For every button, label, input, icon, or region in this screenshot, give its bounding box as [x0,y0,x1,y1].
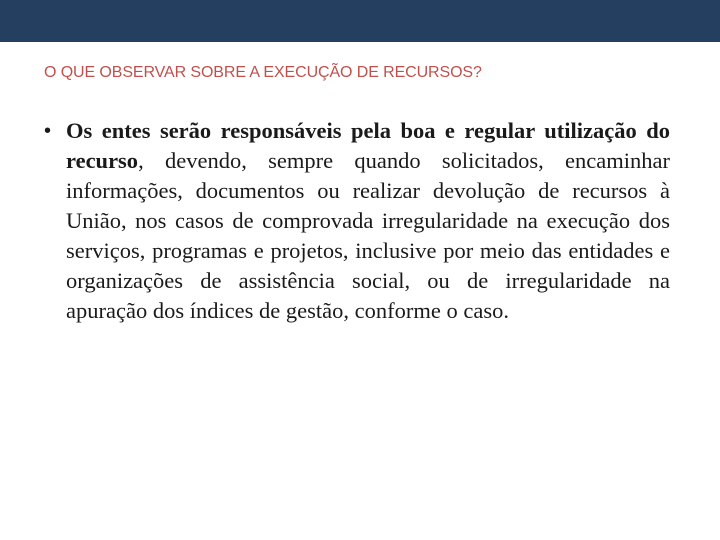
bullet-regular-text: , devendo, sempre quando solicitados, encaminhar informações, documentos ou realizar devolução de recursos à União, nos casos de comprovada irregularidade na execução dos serviços, programas e projetos, inclusive por meio das entidades e organizações de assistência social, ou de irregularidade na apuração dos índices de gestão, conforme o caso. [66,148,670,323]
bullet-bold-text: Os entes serão responsáveis pela boa e regular utilização do recurso [66,118,670,173]
top-header-bar [0,0,720,42]
bullet-item [44,116,670,326]
slide-title: O QUE OBSERVAR SOBRE A EXECUÇÃO DE RECURSOS? [44,64,482,81]
bullet-marker: • [44,120,52,142]
slide-content [44,116,670,326]
